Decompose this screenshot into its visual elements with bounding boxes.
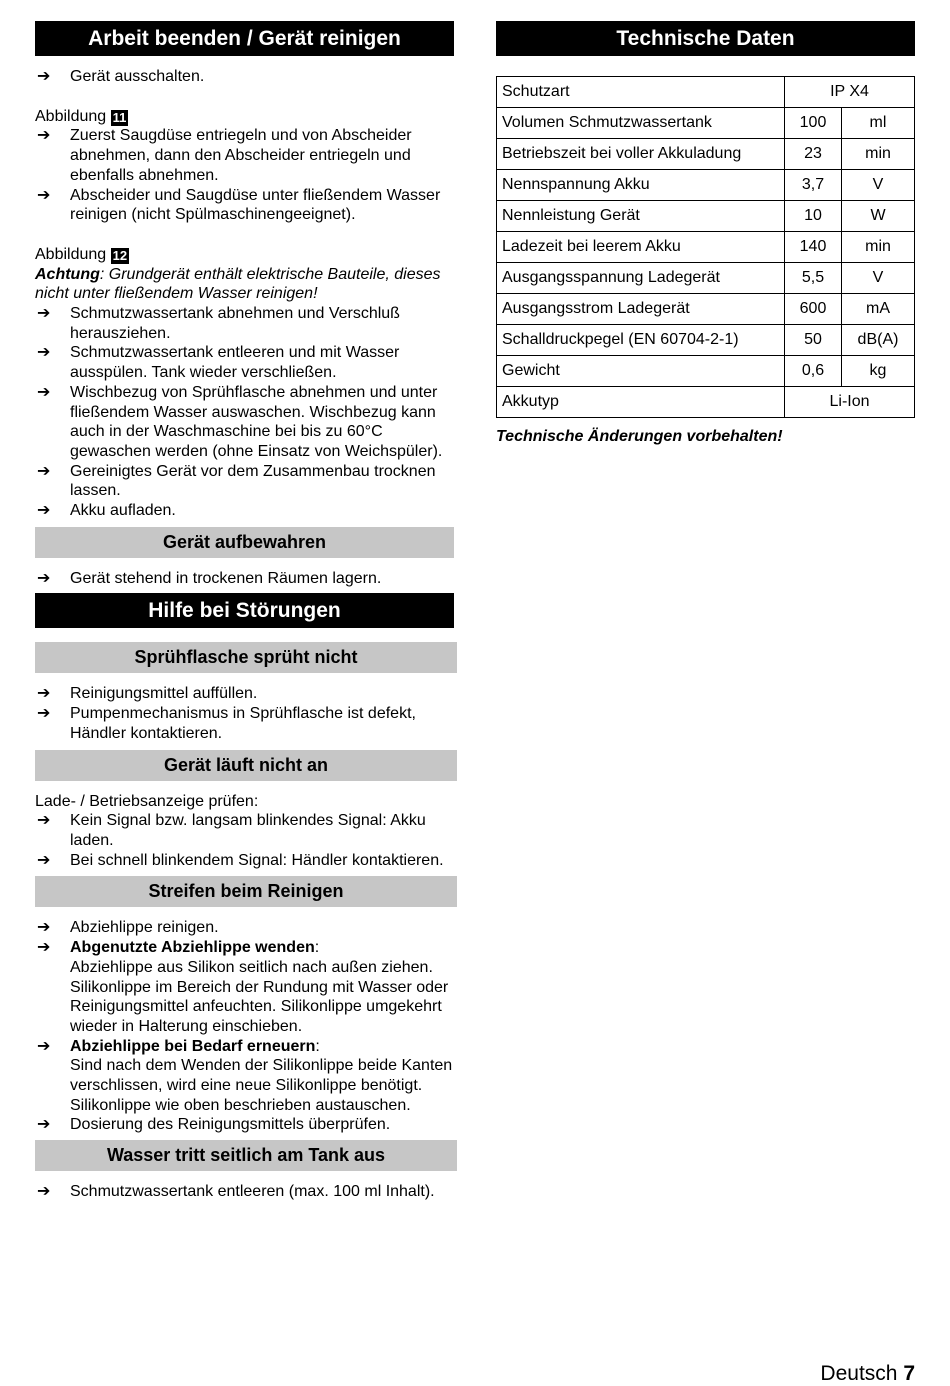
subsection-title-not-starting: Gerät läuft nicht an [35,750,457,781]
arrow-icon: ➔ [37,1116,51,1134]
spec-unit: ml [842,108,915,139]
table-row [497,232,915,263]
arrow-icon: ➔ [37,305,51,323]
list-item: ➔ Abscheider und Saugdüse unter fließendem Wasser reinigen (nicht Spülmaschinengeeignet). [37,186,441,224]
figure-reference: Abbildung 12 [35,245,128,263]
spec-label: Volumen Schmutzwassertank [497,108,785,139]
figure-reference: Abbildung 11 [35,107,127,125]
spec-value: 3,7 [785,170,842,201]
list-item: ➔ Bei schnell blinkendem Signal: Händler kontaktieren. [37,851,444,869]
left-column [35,21,454,1202]
section-title-cleaning: Arbeit beenden / Gerät reinigen [35,21,454,56]
spec-unit: min [842,139,915,170]
list-item: ➔ Abgenutzte Abziehlippe wenden: Abziehlippe aus Silikon seitlich nach außen ziehen. Silikonlippe im Bereich der Rundung mit Wasser oder Reinigungsmittel anfeuchten. Silikonlippe umgekehrt wieder in Halterung einschieben. [37,939,449,1035]
list-item: ➔ Dosierung des Reinigungsmittels überprüfen. [37,1116,391,1134]
list-item: ➔ Gereinigtes Gerät vor dem Zusammenbau trocknen lassen. [37,462,436,500]
table-row [497,325,915,356]
right-column [496,21,915,447]
list-item: ➔ Reinigungsmittel auffüllen. [37,685,258,703]
spec-unit: dB(A) [842,325,915,356]
table-row [497,77,915,108]
spec-label: Schutzart [497,77,785,108]
spec-value: 5,5 [785,263,842,294]
spec-label: Gewicht [497,356,785,387]
arrow-icon: ➔ [37,919,51,937]
list-item: ➔ Schmutzwassertank abnehmen und Verschluß herausziehen. [37,305,400,342]
table-row [497,170,915,201]
list-item: ➔ Schmutzwassertank entleeren und mit Wasser ausspülen. Tank wieder verschließen. [37,344,400,382]
spec-label: Schalldruckpegel (EN 60704-2-1) [497,325,785,356]
subsection-title-streaks: Streifen beim Reinigen [35,876,457,907]
table-row [497,294,915,325]
page-number: 7 [903,1362,915,1385]
table-row [497,201,915,232]
table-row [497,108,915,139]
list-item: ➔ Zuerst Saugdüse entriegeln und von Abscheider abnehmen, dann den Abscheider entriegeln und ebenfalls abnehmen. [37,127,412,184]
arrow-icon: ➔ [37,939,51,957]
figure-number-badge: 11 [112,109,127,125]
arrow-icon: ➔ [37,127,51,145]
spec-label: Ladezeit bei leerem Akku [497,232,785,263]
list-item: ➔ Abziehlippe reinigen. [37,919,219,937]
subsection-title-spray: Sprühflasche sprüht nicht [35,642,457,673]
page-footer [820,1362,915,1386]
arrow-icon: ➔ [37,502,51,520]
arrow-icon: ➔ [37,383,51,401]
spec-value: IP X4 [785,77,915,108]
arrow-icon: ➔ [37,685,51,703]
section-title-storage: Gerät aufbewahren [35,527,454,558]
arrow-icon: ➔ [37,462,51,480]
footer-language: Deutsch [820,1362,898,1385]
list-item: ➔ Akku aufladen. [37,502,176,520]
arrow-icon: ➔ [37,68,51,85]
arrow-icon: ➔ [37,569,51,587]
spec-value: 23 [785,139,842,170]
spec-unit: V [842,263,915,294]
list-item: ➔ Gerät ausschalten. [37,68,205,85]
spec-unit: W [842,201,915,232]
list-item: ➔ Schmutzwassertank entleeren (max. 100 ml Inhalt). [37,1183,435,1201]
spec-label: Ausgangsstrom Ladegerät [497,294,785,325]
arrow-icon: ➔ [37,1037,51,1055]
figure-number-badge: 12 [112,247,128,263]
list-item: ➔ Pumpenmechanismus in Sprühflasche ist defekt, Händler kontaktieren. [37,705,416,742]
table-row [497,387,915,418]
spec-value: Li-Ion [785,387,915,418]
arrow-icon: ➔ [37,1183,51,1201]
arrow-icon: ➔ [37,851,51,869]
list-item: ➔ Kein Signal bzw. langsam blinkendes Signal: Akku laden. [37,812,426,849]
section-title-troubleshooting: Hilfe bei Störungen [35,593,454,628]
disclaimer-note: Technische Änderungen vorbehalten! [496,428,783,445]
spec-value: 140 [785,232,842,263]
spec-label: Akkutyp [497,387,785,418]
subsection-title-leak: Wasser tritt seitlich am Tank aus [35,1140,457,1171]
intro-text: Lade- / Betriebsanzeige prüfen: [35,792,259,810]
list-item: ➔ Gerät stehend in trockenen Räumen lagern. [37,569,382,587]
table-row [497,356,915,387]
list-item: ➔ Wischbezug von Sprühflasche abnehmen und unter fließendem Wasser auswaschen. Wischbezug kann auch in der Waschmaschine bei bis zu 60°C gewaschen werden (ohne Einsatz von Weichspüler). [37,383,443,460]
spec-value: 10 [785,201,842,232]
spec-value: 100 [785,108,842,139]
spec-label: Ausgangsspannung Ladegerät [497,263,785,294]
arrow-icon: ➔ [37,812,51,830]
spec-label: Betriebszeit bei voller Akkuladung [497,139,785,170]
spec-value: 50 [785,325,842,356]
table-row [497,263,915,294]
table-row [497,139,915,170]
arrow-icon: ➔ [37,186,51,204]
spec-unit: V [842,170,915,201]
spec-label: Nennleistung Gerät [497,201,785,232]
spec-value: 0,6 [785,356,842,387]
spec-unit: kg [842,356,915,387]
warning-text: Achtung: Grundgerät enthält elektrische Bauteile, dieses nicht unter fließendem Wasser reinigen! [35,265,441,303]
list-item: ➔ Abziehlippe bei Bedarf erneuern: Sind nach dem Wenden der Silikonlippe beide Kanten verschlissen, wird eine neue Silikonlippe benötigt. Silikonlippe wie oben beschrieben austauschen. [37,1037,453,1114]
tech-data-table [496,76,915,418]
spec-label: Nennspannung Akku [497,170,785,201]
arrow-icon: ➔ [37,344,51,362]
spec-value: 600 [785,294,842,325]
section-title-tech-data: Technische Daten [496,21,915,56]
spec-unit: min [842,232,915,263]
spec-unit: mA [842,294,915,325]
arrow-icon: ➔ [37,705,51,723]
